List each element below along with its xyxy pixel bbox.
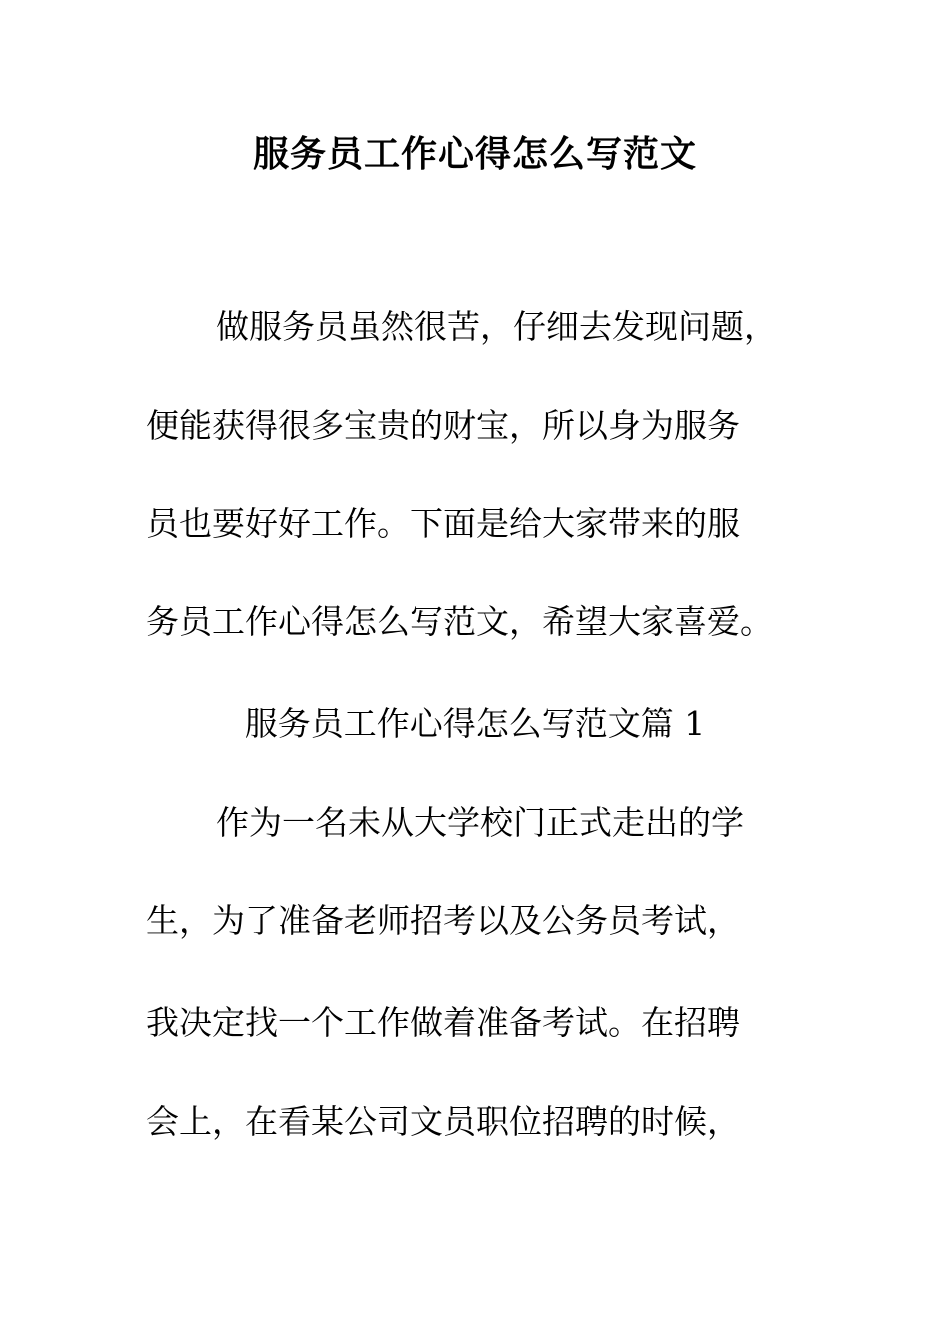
- document-title: 服务员工作心得怎么写范文: [252, 133, 697, 175]
- body-line-2: 生，为了准备老师招考以及公务员考试，: [146, 901, 740, 940]
- intro-line-2: 便能获得很多宝贵的财宝，所以身为服务: [146, 406, 740, 445]
- intro-line-4: 务员工作心得怎么写范文，希望大家喜爱。: [146, 602, 773, 641]
- body-line-3: 我决定找一个工作做着准备考试。在招聘: [146, 1003, 740, 1042]
- intro-line-3: 员也要好好工作。下面是给大家带来的服: [146, 504, 740, 543]
- body-line-4: 会上，在看某公司文员职位招聘的时候，: [146, 1102, 740, 1141]
- intro-line-1: 做服务员虽然很苦，仔细去发现问题，: [216, 307, 777, 346]
- section-heading: 服务员工作心得怎么写范文篇 1: [244, 704, 706, 743]
- body-line-1: 作为一名未从大学校门正式走出的学: [216, 803, 744, 842]
